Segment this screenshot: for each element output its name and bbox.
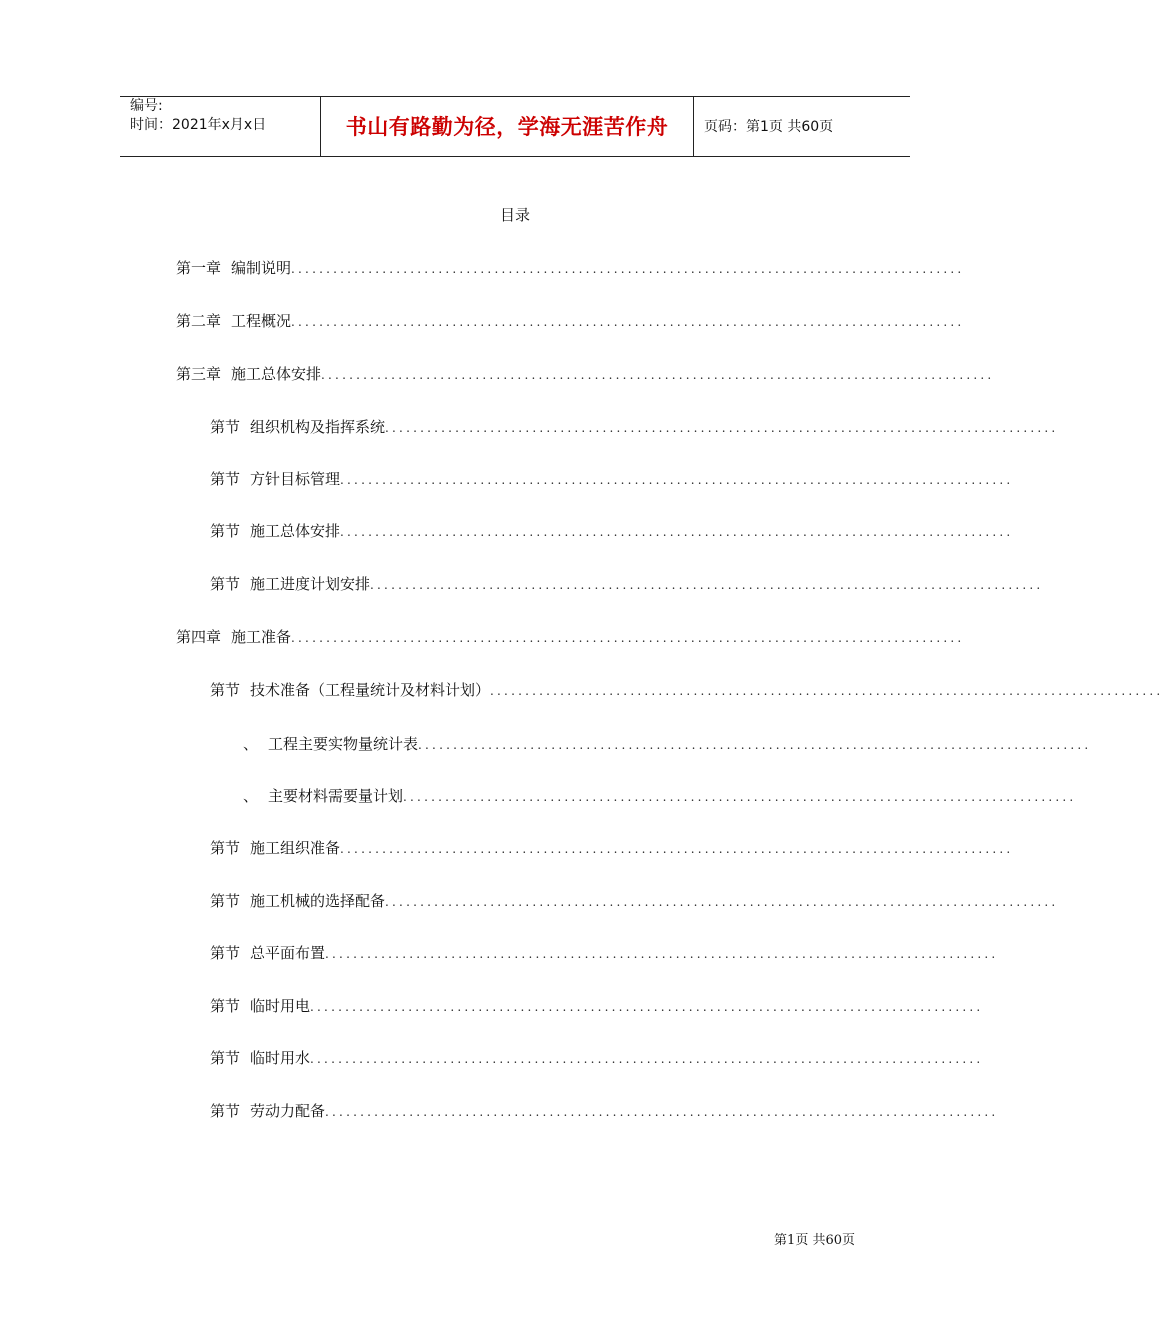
toc-entry-number: 第节: [210, 944, 241, 962]
toc-title: 目录: [499, 206, 530, 224]
toc-entry-label: 工程概况: [231, 312, 292, 330]
toc-entry-label: 方针目标管理: [250, 470, 341, 488]
toc-entry-number: 第一章: [176, 259, 222, 277]
toc-entry-label: 施工机械的选择配备: [250, 892, 386, 910]
toc-entry[interactable]: [210, 1101, 999, 1122]
toc-entry-label: 临时用水: [250, 1049, 311, 1067]
toc-entry[interactable]: [210, 838, 1014, 859]
toc-entry[interactable]: [210, 996, 984, 1017]
toc-entry-number: 第二章: [176, 312, 222, 330]
toc-entry-number: 第节: [210, 470, 241, 488]
toc-leader-dots: ................................................................................................: [385, 421, 1059, 435]
toc-entry-number: 第节: [210, 418, 241, 436]
toc-entry-label: 施工总体安排: [231, 365, 322, 383]
toc-leader-dots: ................................................................................................: [310, 1000, 984, 1014]
toc-entry-number: 第三章: [176, 365, 222, 383]
toc-entry[interactable]: [210, 891, 1059, 912]
toc-entry[interactable]: [210, 574, 1044, 595]
toc-entry-label: 编制说明: [231, 259, 292, 277]
toc-leader-dots: ................................................................................................: [403, 790, 1077, 804]
toc-entry[interactable]: [210, 521, 1014, 542]
toc-entry-number: 第节: [210, 1102, 241, 1120]
toc-entry-label: 主要材料需要量计划: [268, 787, 404, 805]
toc-entry-label: 施工组织准备: [250, 839, 341, 857]
toc-entry[interactable]: [176, 627, 965, 648]
toc-leader-dots: ................................................................................................: [340, 525, 1014, 539]
toc-leader-dots: ................................................................................................: [291, 315, 965, 329]
toc-entry-number: 第节: [210, 575, 241, 593]
toc-entry-label: 工程主要实物量统计表: [268, 735, 419, 753]
toc-entry-number: 、: [243, 787, 259, 805]
toc-entry[interactable]: [210, 943, 999, 964]
toc-entry-label: 总平面布置: [250, 944, 326, 962]
toc-entry[interactable]: [210, 680, 1163, 701]
toc-entry-number: 第节: [210, 1049, 241, 1067]
page-footer: 第1页 共60页: [774, 1233, 855, 1248]
toc-leader-dots: ................................................................................................: [418, 738, 1092, 752]
toc-leader-dots: ................................................................................................: [385, 895, 1059, 909]
toc-entry[interactable]: [210, 417, 1059, 438]
document-code-label: 编号:: [130, 98, 163, 114]
toc-entry-label: 技术准备（工程量统计及材料计划）: [250, 681, 491, 699]
header-page-info: 页码：第1页 共60页: [704, 119, 834, 135]
toc-entry[interactable]: [243, 786, 1077, 807]
toc-entry[interactable]: [210, 469, 1014, 490]
toc-entry[interactable]: [176, 258, 965, 279]
toc-entry-label: 施工总体安排: [250, 522, 341, 540]
toc-entry[interactable]: [243, 734, 1092, 755]
toc-entry-number: 第节: [210, 997, 241, 1015]
toc-entry-number: 、: [243, 735, 259, 753]
toc-leader-dots: ................................................................................................: [291, 262, 965, 276]
toc-entry-label: 临时用电: [250, 997, 311, 1015]
toc-leader-dots: ................................................................................................: [291, 631, 965, 645]
toc-entry-label: 施工准备: [231, 628, 292, 646]
toc-leader-dots: ................................................................................................: [310, 1052, 984, 1066]
toc-leader-dots: ................................................................................................: [325, 947, 999, 961]
toc-entry-label: 组织机构及指挥系统: [250, 418, 386, 436]
toc-entry[interactable]: [176, 364, 995, 385]
toc-leader-dots: ................................................................................................: [340, 842, 1014, 856]
toc-leader-dots: ................................................................................................: [490, 684, 1163, 698]
toc-entry[interactable]: [210, 1048, 984, 1069]
toc-entry-number: 第四章: [176, 628, 222, 646]
toc-leader-dots: ................................................................................................: [370, 578, 1044, 592]
toc-entry-number: 第节: [210, 681, 241, 699]
toc-entry-number: 第节: [210, 522, 241, 540]
toc-entry-number: 第节: [210, 892, 241, 910]
toc-leader-dots: ................................................................................................: [321, 368, 995, 382]
toc-entry[interactable]: [176, 311, 965, 332]
document-date: 时间：2021年x月x日: [130, 117, 267, 133]
toc-entry-label: 施工进度计划安排: [250, 575, 371, 593]
header-motto: 书山有路勤为径，学海无涯苦作舟: [345, 115, 669, 139]
toc-leader-dots: ................................................................................................: [325, 1105, 999, 1119]
toc-leader-dots: ................................................................................................: [340, 473, 1014, 487]
toc-entry-label: 劳动力配备: [250, 1102, 326, 1120]
toc-entry-number: 第节: [210, 839, 241, 857]
